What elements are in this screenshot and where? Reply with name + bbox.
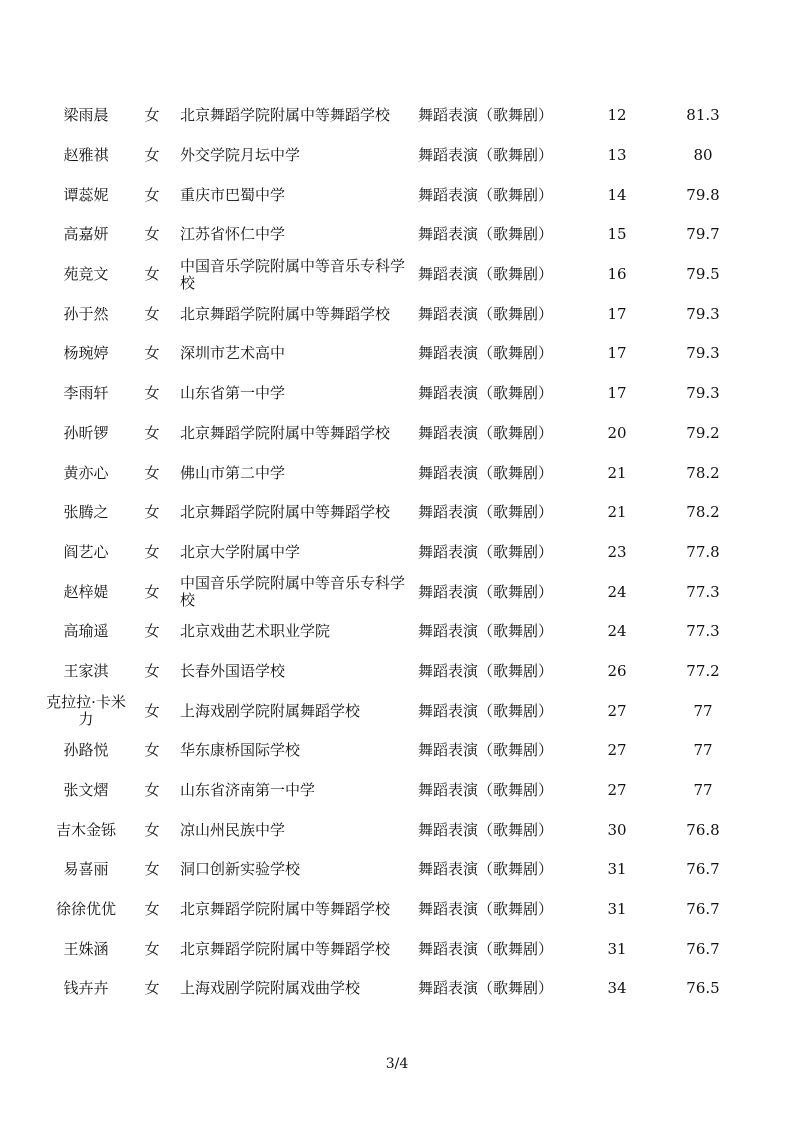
student-score: 76.5: [686, 979, 720, 998]
table-row: [42, 810, 752, 850]
student-rank: 15: [607, 225, 627, 244]
student-school: 北京舞蹈学院附属中等舞蹈学校: [180, 503, 391, 522]
student-rank: 26: [607, 661, 627, 680]
student-school: 深圳市艺术高中: [180, 344, 286, 363]
student-name: 杨琬婷: [63, 344, 109, 363]
table-row: [42, 652, 752, 692]
student-school: 北京舞蹈学院附属中等舞蹈学校: [180, 423, 391, 442]
student-gender: 女: [144, 979, 160, 998]
student-rank: 12: [607, 106, 627, 125]
results-table-body: [42, 96, 752, 1009]
table-row: [42, 334, 752, 374]
student-gender: 女: [144, 820, 160, 839]
table-row: [42, 890, 752, 930]
student-gender: 女: [144, 106, 160, 125]
table-row: [42, 929, 752, 969]
table-row: [42, 255, 752, 295]
student-name: 王姝涵: [63, 939, 109, 958]
table-row: [42, 215, 752, 255]
student-score: 79.8: [686, 185, 720, 204]
student-gender: 女: [144, 781, 160, 800]
student-major: 舞蹈表演（歌舞剧）: [418, 939, 554, 958]
student-major: 舞蹈表演（歌舞剧）: [418, 463, 554, 482]
student-name: 高嘉妍: [63, 225, 109, 244]
student-rank: 31: [607, 860, 627, 879]
student-name: 谭蕊妮: [63, 185, 109, 204]
student-major: 舞蹈表演（歌舞剧）: [418, 146, 554, 165]
student-major: 舞蹈表演（歌舞剧）: [418, 344, 554, 363]
student-score: 77: [693, 781, 713, 800]
student-name: 孙于然: [63, 304, 109, 323]
student-gender: 女: [144, 185, 160, 204]
student-score: 76.7: [686, 860, 720, 879]
results-table: [42, 96, 752, 1009]
student-score: 79.7: [686, 225, 720, 244]
table-row: [42, 731, 752, 771]
student-name: 阎艺心: [63, 542, 109, 561]
student-school: 山东省第一中学: [180, 384, 286, 403]
student-rank: 20: [607, 423, 627, 442]
student-school: 华东康桥国际学校: [180, 741, 301, 760]
student-name: 王家淇: [63, 661, 109, 680]
table-row: [42, 453, 752, 493]
student-school: 中国音乐学院附属中等音乐专科学校: [180, 256, 406, 292]
student-score: 77.3: [686, 582, 720, 601]
student-rank: 30: [607, 820, 627, 839]
table-row: [42, 294, 752, 334]
student-name: 张文熠: [63, 781, 109, 800]
student-rank: 24: [607, 622, 627, 641]
student-score: 79.5: [686, 265, 720, 284]
student-name: 苑竞文: [63, 265, 109, 284]
student-score: 79.2: [686, 423, 720, 442]
student-gender: 女: [144, 503, 160, 522]
table-row: [42, 850, 752, 890]
page-number: 3/4: [385, 1056, 409, 1072]
student-school: 上海戏剧学院附属戏曲学校: [180, 979, 361, 998]
student-school: 北京舞蹈学院附属中等舞蹈学校: [180, 900, 391, 919]
student-gender: 女: [144, 582, 160, 601]
student-name: 徐徐优优: [55, 900, 116, 919]
student-major: 舞蹈表演（歌舞剧）: [418, 582, 554, 601]
student-score: 77: [693, 701, 713, 720]
student-score: 81.3: [686, 106, 720, 125]
student-school: 北京大学附属中学: [180, 542, 301, 561]
student-name: 孙路悦: [63, 741, 109, 760]
student-score: 77.8: [686, 542, 720, 561]
student-score: 76.7: [686, 900, 720, 919]
table-row: [42, 374, 752, 414]
student-score: 76.8: [686, 820, 720, 839]
student-gender: 女: [144, 860, 160, 879]
student-school: 佛山市第二中学: [180, 463, 286, 482]
student-rank: 23: [607, 542, 627, 561]
student-name: 钱卉卉: [63, 979, 109, 998]
student-name: 赵梓媞: [63, 582, 109, 601]
student-school: 山东省济南第一中学: [180, 781, 316, 800]
student-rank: 17: [607, 344, 627, 363]
student-major: 舞蹈表演（歌舞剧）: [418, 503, 554, 522]
student-major: 舞蹈表演（歌舞剧）: [418, 423, 554, 442]
student-rank: 16: [607, 265, 627, 284]
student-rank: 21: [607, 503, 627, 522]
student-score: 77: [693, 741, 713, 760]
student-gender: 女: [144, 304, 160, 323]
student-major: 舞蹈表演（歌舞剧）: [418, 185, 554, 204]
student-school: 外交学院月坛中学: [180, 146, 301, 165]
student-name: 高瑜遥: [63, 622, 109, 641]
student-major: 舞蹈表演（歌舞剧）: [418, 622, 554, 641]
student-score: 79.3: [686, 344, 720, 363]
student-major: 舞蹈表演（歌舞剧）: [418, 304, 554, 323]
student-rank: 24: [607, 582, 627, 601]
student-gender: 女: [144, 265, 160, 284]
student-major: 舞蹈表演（歌舞剧）: [418, 265, 554, 284]
student-major: 舞蹈表演（歌舞剧）: [418, 820, 554, 839]
student-major: 舞蹈表演（歌舞剧）: [418, 701, 554, 720]
student-gender: 女: [144, 741, 160, 760]
student-major: 舞蹈表演（歌舞剧）: [418, 860, 554, 879]
student-name: 黄亦心: [63, 463, 109, 482]
student-rank: 13: [607, 146, 627, 165]
student-gender: 女: [144, 384, 160, 403]
student-rank: 21: [607, 463, 627, 482]
student-rank: 31: [607, 939, 627, 958]
student-gender: 女: [144, 463, 160, 482]
student-gender: 女: [144, 225, 160, 244]
student-rank: 27: [607, 701, 627, 720]
student-score: 78.2: [686, 463, 720, 482]
table-row: [42, 612, 752, 652]
student-rank: 34: [607, 979, 627, 998]
student-major: 舞蹈表演（歌舞剧）: [418, 979, 554, 998]
student-major: 舞蹈表演（歌舞剧）: [418, 900, 554, 919]
student-major: 舞蹈表演（歌舞剧）: [418, 781, 554, 800]
student-gender: 女: [144, 344, 160, 363]
student-name: 易喜丽: [63, 860, 109, 879]
student-rank: 17: [607, 384, 627, 403]
student-score: 77.2: [686, 661, 720, 680]
student-gender: 女: [144, 622, 160, 641]
student-name: 吉木金铄: [55, 820, 116, 839]
table-row: [42, 175, 752, 215]
student-school: 江苏省怀仁中学: [180, 225, 286, 244]
student-score: 80: [693, 146, 713, 165]
student-major: 舞蹈表演（歌舞剧）: [418, 225, 554, 244]
student-gender: 女: [144, 661, 160, 680]
table-row: [42, 414, 752, 454]
student-school: 北京舞蹈学院附属中等舞蹈学校: [180, 304, 391, 323]
student-major: 舞蹈表演（歌舞剧）: [418, 661, 554, 680]
student-gender: 女: [144, 939, 160, 958]
student-school: 洞口创新实验学校: [180, 860, 301, 879]
student-name: 克拉拉·卡米力: [46, 693, 126, 729]
student-name: 李雨轩: [63, 384, 109, 403]
table-row: [42, 136, 752, 176]
student-major: 舞蹈表演（歌舞剧）: [418, 741, 554, 760]
student-score: 77.3: [686, 622, 720, 641]
table-row: [42, 691, 752, 731]
student-school: 重庆市巴蜀中学: [180, 185, 286, 204]
student-major: 舞蹈表演（歌舞剧）: [418, 542, 554, 561]
student-name: 赵雅祺: [63, 146, 109, 165]
student-major: 舞蹈表演（歌舞剧）: [418, 106, 554, 125]
student-school: 长春外国语学校: [180, 661, 286, 680]
student-rank: 31: [607, 900, 627, 919]
student-gender: 女: [144, 542, 160, 561]
student-score: 76.7: [686, 939, 720, 958]
student-score: 78.2: [686, 503, 720, 522]
student-score: 79.3: [686, 384, 720, 403]
student-school: 凉山州民族中学: [180, 820, 286, 839]
student-gender: 女: [144, 900, 160, 919]
student-name: 孙昕锣: [63, 423, 109, 442]
student-major: 舞蹈表演（歌舞剧）: [418, 384, 554, 403]
student-school: 北京戏曲艺术职业学院: [180, 622, 331, 641]
student-gender: 女: [144, 146, 160, 165]
student-gender: 女: [144, 701, 160, 720]
table-row: [42, 771, 752, 811]
student-school: 北京舞蹈学院附属中等舞蹈学校: [180, 106, 391, 125]
table-row: [42, 572, 752, 612]
student-rank: 27: [607, 741, 627, 760]
student-name: 张腾之: [63, 503, 109, 522]
student-school: 上海戏剧学院附属舞蹈学校: [180, 701, 361, 720]
student-name: 梁雨晨: [63, 106, 109, 125]
table-row: [42, 493, 752, 533]
student-rank: 27: [607, 781, 627, 800]
student-rank: 17: [607, 304, 627, 323]
student-school: 北京舞蹈学院附属中等舞蹈学校: [180, 939, 391, 958]
student-rank: 14: [607, 185, 627, 204]
student-school: 中国音乐学院附属中等音乐专科学校: [180, 574, 406, 610]
student-gender: 女: [144, 423, 160, 442]
table-row: [42, 533, 752, 573]
table-row: [42, 969, 752, 1009]
table-row: [42, 96, 752, 136]
student-score: 79.3: [686, 304, 720, 323]
